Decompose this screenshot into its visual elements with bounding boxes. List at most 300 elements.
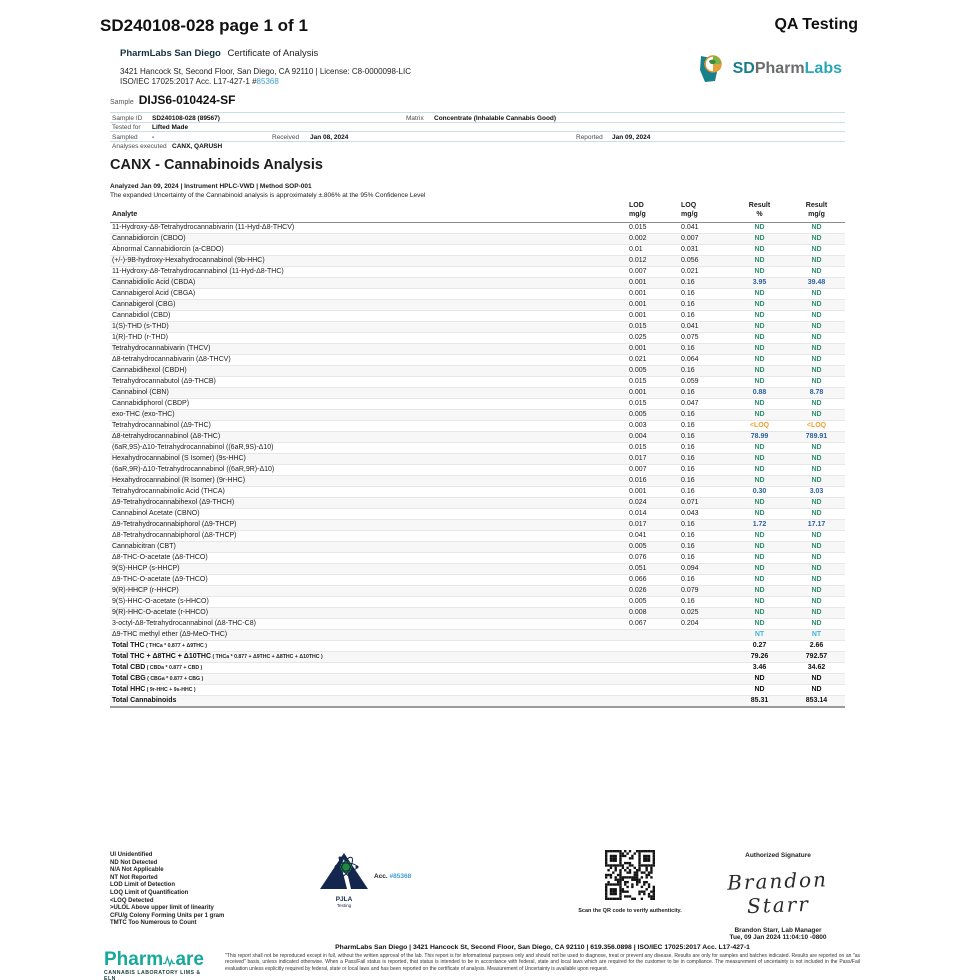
sdpharmlabs-logo xyxy=(695,52,842,86)
result-mgg-cell: 17.17 xyxy=(788,519,845,530)
result-pct-cell: ND xyxy=(731,563,788,574)
cannabinoid-results-table xyxy=(110,201,845,708)
analysis-uncertainty-line: The expanded Uncertainty of the Cannabinoid analysis is approximately ±.806% at the 95% Confidence Level xyxy=(110,191,426,199)
result-mgg-cell: ND xyxy=(788,233,845,244)
analyte-name-cell: Cannabinol Acetate (CBNO) xyxy=(110,508,627,519)
lod-cell: 0.017 xyxy=(627,453,679,464)
analyte-row xyxy=(110,420,845,431)
lod-cell: 0.051 xyxy=(627,563,679,574)
lod-cell: 0.001 xyxy=(627,299,679,310)
loq-cell: 0.064 xyxy=(679,354,731,365)
sample-info-table xyxy=(110,112,845,150)
analyte-name-cell: 9(R)-HHCP (r-HHCP) xyxy=(110,585,627,596)
result-pct-cell: ND xyxy=(731,442,788,453)
total-name-cell xyxy=(110,673,731,684)
legend-item: ND Not Detected xyxy=(110,859,158,866)
result-mgg-cell: ND xyxy=(788,321,845,332)
analyte-row xyxy=(110,365,845,376)
result-mgg-cell: 39.48 xyxy=(788,277,845,288)
lod-cell: 0.066 xyxy=(627,574,679,585)
lod-cell: 0.014 xyxy=(627,508,679,519)
total-pct-cell: 0.27 xyxy=(731,640,788,651)
lod-cell: 0.003 xyxy=(627,420,679,431)
reported-label: Reported xyxy=(576,133,603,141)
result-pct-cell: ND xyxy=(731,299,788,310)
analyte-row xyxy=(110,552,845,563)
lod-cell: 0.001 xyxy=(627,387,679,398)
result-mgg-cell: ND xyxy=(788,585,845,596)
analyte-name-cell: exo-THC (exo-THC) xyxy=(110,409,627,420)
result-mgg-cell: ND xyxy=(788,442,845,453)
reported-value: Jan 09, 2024 xyxy=(612,133,651,141)
loq-cell: 0.16 xyxy=(679,453,731,464)
total-pct-cell: 3.46 xyxy=(731,662,788,673)
legend-item: LOQ Limit of Quantification xyxy=(110,889,189,896)
total-formula: ( CBGa * 0.877 + CBG ) xyxy=(145,675,204,682)
total-formula: ( THCa * 0.877 + Δ9THC + Δ8THC + Δ10THC ) xyxy=(211,653,323,660)
analyte-row xyxy=(110,530,845,541)
iso-acc-link[interactable]: 85368 xyxy=(256,77,279,86)
analyte-name-cell: 9(S)-HHCP (s-HHCP) xyxy=(110,563,627,574)
analyte-row xyxy=(110,376,845,387)
result-pct-cell: ND xyxy=(731,552,788,563)
analyte-row xyxy=(110,574,845,585)
abbreviation-legend xyxy=(110,852,224,928)
result-mgg-cell: ND xyxy=(788,618,845,629)
result-mgg-cell: ND xyxy=(788,299,845,310)
loq-cell: 0.043 xyxy=(679,508,731,519)
loq-cell: 0.16 xyxy=(679,299,731,310)
lab-title-line xyxy=(120,48,411,59)
loq-cell: 0.16 xyxy=(679,519,731,530)
lod-cell: 0.017 xyxy=(627,519,679,530)
total-name: Total THC + Δ8THC + Δ10THC xyxy=(112,652,212,660)
result-mgg-cell: 8.78 xyxy=(788,387,845,398)
sample-id-field-value: SD240108-028 (89567) xyxy=(152,114,220,122)
pharmware-wordmark xyxy=(104,951,204,969)
result-pct-cell: 1.72 xyxy=(731,519,788,530)
result-mgg-cell: ND xyxy=(788,574,845,585)
lod-cell: 0.005 xyxy=(627,596,679,607)
analyte-name-cell: Tetrahydrocannabutol (Δ9-THCB) xyxy=(110,376,627,387)
analyte-row xyxy=(110,596,845,607)
analyte-name-cell: Tetrahydrocannabinolic Acid (THCA) xyxy=(110,486,627,497)
header-lod: LOD mg/g xyxy=(627,201,679,222)
page-title: SD240108-028 page 1 of 1 xyxy=(100,16,308,35)
total-name: Total THC xyxy=(112,641,145,649)
loq-cell: 0.16 xyxy=(679,343,731,354)
result-mgg-cell: ND xyxy=(788,332,845,343)
iso-accreditation-line xyxy=(120,77,411,86)
loq-cell: 0.041 xyxy=(679,321,731,332)
total-mgg-cell: 853.14 xyxy=(788,695,845,707)
analysis-meta-line: Analyzed Jan 09, 2024 | Instrument HPLC-VWD | Method SOP-001 xyxy=(110,183,312,190)
sample-id-field-label: Sample ID xyxy=(112,114,143,122)
total-pct-cell: 79.26 xyxy=(731,651,788,662)
header-loq: LOQ mg/g xyxy=(679,201,731,222)
header-analyte: Analyte xyxy=(110,201,627,222)
signature-date: Tue, 09 Jan 2024 11:04:10 -0800 xyxy=(729,934,827,941)
lod-cell: 0.067 xyxy=(627,618,679,629)
result-pct-cell: ND xyxy=(731,244,788,255)
result-pct-cell: ND xyxy=(731,288,788,299)
loq-cell: 0.16 xyxy=(679,420,731,431)
lod-cell: 0.015 xyxy=(627,442,679,453)
legend-item: TMTC Too Numerous to Count xyxy=(110,920,197,927)
sample-id-row xyxy=(110,93,235,107)
pjla-acc-number: Acc. #85368 xyxy=(374,873,412,880)
sampled-label: Sampled xyxy=(112,133,138,141)
analyte-row xyxy=(110,288,845,299)
total-row xyxy=(110,684,845,695)
analyte-name-cell: Δ8-tetrahydrocannabinol (Δ8-THC) xyxy=(110,431,627,442)
analyte-name-cell: (6aR,9R)-Δ10-Tetrahydrocannabinol ((6aR,9R)-Δ10) xyxy=(110,464,627,475)
result-pct-cell: ND xyxy=(731,475,788,486)
analyte-row xyxy=(110,255,845,266)
total-formula: ( CBDa * 0.877 + CBD ) xyxy=(145,664,203,671)
loq-cell: 0.16 xyxy=(679,442,731,453)
analyte-name-cell: (6aR,9S)-Δ10-Tetrahydrocannabinol ((6aR,9S)-Δ10) xyxy=(110,442,627,453)
analyte-row xyxy=(110,321,845,332)
pharmware-part2: are xyxy=(175,949,204,970)
result-mgg-cell: ND xyxy=(788,508,845,519)
result-pct-cell: ND xyxy=(731,530,788,541)
total-formula: ( 9r-HHC + 9s-HHC ) xyxy=(145,686,196,693)
loq-cell: 0.16 xyxy=(679,387,731,398)
loq-cell: 0.16 xyxy=(679,277,731,288)
authorized-signature-label: Authorized Signature xyxy=(745,852,811,859)
lod-cell: 0.001 xyxy=(627,277,679,288)
loq-cell: 0.16 xyxy=(679,574,731,585)
result-pct-cell: ND xyxy=(731,497,788,508)
received-label: Received xyxy=(272,133,300,141)
lod-cell: 0.008 xyxy=(627,607,679,618)
result-pct-cell: ND xyxy=(731,596,788,607)
lod-cell: 0.001 xyxy=(627,486,679,497)
result-mgg-cell: ND xyxy=(788,354,845,365)
analyte-row xyxy=(110,398,845,409)
lod-cell: 0.001 xyxy=(627,288,679,299)
result-mgg-cell: ND xyxy=(788,552,845,563)
lod-cell: 0.015 xyxy=(627,398,679,409)
analyte-row xyxy=(110,464,845,475)
lod-cell: 0.001 xyxy=(627,310,679,321)
analyte-name-cell: Cannabidiorcin (CBDO) xyxy=(110,233,627,244)
lod-cell: 0.007 xyxy=(627,266,679,277)
lod-cell: 0.041 xyxy=(627,530,679,541)
analyte-name-cell: Cannabidiol (CBD) xyxy=(110,310,627,321)
footer-center xyxy=(225,944,860,972)
analyte-row xyxy=(110,486,845,497)
sample-label: Sample xyxy=(110,99,134,106)
iso-prefix: ISO/IEC 17025:2017 Acc. L17-427-1 # xyxy=(120,77,257,86)
analyte-name-cell: Δ9-THC methyl ether (Δ9-MeO-THC) xyxy=(110,629,627,640)
signer-name-title: Brandon Starr, Lab Manager xyxy=(734,927,822,934)
result-pct-cell: ND xyxy=(731,453,788,464)
analyte-name-cell: Δ8-tetrahydrocannabivarin (Δ8-THCV) xyxy=(110,354,627,365)
analyte-row xyxy=(110,222,845,233)
lod-cell: 0.005 xyxy=(627,409,679,420)
analysis-section-title: CANX - Cannabinoids Analysis xyxy=(110,157,323,173)
result-pct-cell: ND xyxy=(731,365,788,376)
result-pct-cell: 3.95 xyxy=(731,277,788,288)
lod-cell: 0.015 xyxy=(627,321,679,332)
result-pct-cell: ND xyxy=(731,398,788,409)
lod-cell: 0.025 xyxy=(627,332,679,343)
total-name-cell xyxy=(110,684,731,695)
analyte-name-cell: Abnormal Cannabidiorcin (a-CBDO) xyxy=(110,244,627,255)
total-name-cell xyxy=(110,695,731,707)
result-pct-cell: ND xyxy=(731,541,788,552)
result-pct-cell: ND xyxy=(731,464,788,475)
result-pct-cell: ND xyxy=(731,585,788,596)
analyte-name-cell: Cannabigerol (CBG) xyxy=(110,299,627,310)
analyte-row xyxy=(110,629,845,640)
result-pct-cell: ND xyxy=(731,233,788,244)
total-mgg-cell: ND xyxy=(788,673,845,684)
result-mgg-cell: ND xyxy=(788,475,845,486)
result-pct-cell: ND xyxy=(731,255,788,266)
analyte-row xyxy=(110,409,845,420)
footer-contact-line: PharmLabs San Diego | 3421 Hancock St, Second Floor, San Diego, CA 92110 | 619.356.0898 | ISO/IEC 17025:2017 Acc. L17-427-1 xyxy=(335,944,750,951)
total-pct-cell: ND xyxy=(731,673,788,684)
info-row-1 xyxy=(110,112,845,122)
loq-cell: 0.16 xyxy=(679,288,731,299)
analyte-name-cell: 9(R)-HHC-O-acetate (r-HHCO) xyxy=(110,607,627,618)
lod-cell: 0.026 xyxy=(627,585,679,596)
result-pct-cell: ND xyxy=(731,310,788,321)
analyte-name-cell: 11-Hydroxy-Δ8-Tetrahydrocannabinol (11-Hyd-Δ8-THC) xyxy=(110,266,627,277)
analyte-name-cell: Hexahydrocannabinol (R Isomer) (9r-HHC) xyxy=(110,475,627,486)
loq-cell: 0.079 xyxy=(679,585,731,596)
lod-cell: 0.007 xyxy=(627,464,679,475)
result-pct-cell: ND xyxy=(731,409,788,420)
qr-code xyxy=(605,850,655,900)
analyte-name-cell: Cannabinol (CBN) xyxy=(110,387,627,398)
analyte-name-cell: 9(S)-HHC-O-acetate (s-HHCO) xyxy=(110,596,627,607)
result-mgg-cell: ND xyxy=(788,255,845,266)
legend-item: UI Unidentified xyxy=(110,852,153,858)
legend-item: LOD Limit of Detection xyxy=(110,882,175,889)
result-mgg-cell: ND xyxy=(788,409,845,420)
loq-cell: 0.047 xyxy=(679,398,731,409)
result-mgg-cell: 3.03 xyxy=(788,486,845,497)
analyte-row xyxy=(110,343,845,354)
result-mgg-cell: ND xyxy=(788,288,845,299)
info-row-4 xyxy=(110,141,845,151)
loq-cell: 0.031 xyxy=(679,244,731,255)
matrix-value: Concentrate (Inhalable Cannabis Good) xyxy=(434,114,557,122)
lod-cell: 0.076 xyxy=(627,552,679,563)
analyte-name-cell: 1(S)-THD (s-THD) xyxy=(110,321,627,332)
total-pct-cell: 85.31 xyxy=(731,695,788,707)
lod-cell: 0.001 xyxy=(627,343,679,354)
analyte-row xyxy=(110,453,845,464)
loq-cell: 0.007 xyxy=(679,233,731,244)
total-formula: ( THCa * 0.877 + Δ9THC ) xyxy=(144,642,207,649)
analyte-name-cell: Δ9-Tetrahydrocannabihexol (Δ9-THCH) xyxy=(110,497,627,508)
pharmware-part1: Pharm xyxy=(104,949,164,970)
lab-address: 3421 Hancock St, Second Floor, San Diego, CA 92110 | License: C8-0000098-LIC xyxy=(120,67,411,76)
lod-cell: 0.021 xyxy=(627,354,679,365)
total-mgg-cell: 34.62 xyxy=(788,662,845,673)
result-mgg-cell: ND xyxy=(788,453,845,464)
loq-cell: 0.16 xyxy=(679,552,731,563)
loq-cell: 0.025 xyxy=(679,607,731,618)
pharmware-logo xyxy=(104,951,204,980)
brand-sd: SD xyxy=(732,60,755,77)
analyte-row xyxy=(110,354,845,365)
loq-cell: 0.16 xyxy=(679,464,731,475)
result-pct-cell: 78.99 xyxy=(731,431,788,442)
loq-cell: 0.16 xyxy=(679,541,731,552)
lod-cell: 0.01 xyxy=(627,244,679,255)
loq-cell: 0.021 xyxy=(679,266,731,277)
received-value: Jan 08, 2024 xyxy=(310,133,349,141)
total-row xyxy=(110,673,845,684)
sampled-value: - xyxy=(152,133,155,141)
matrix-label: Matrix xyxy=(406,114,424,122)
analyte-name-cell: Tetrahydrocannabivarin (THCV) xyxy=(110,343,627,354)
total-name-cell xyxy=(110,640,731,651)
result-mgg-cell: ND xyxy=(788,563,845,574)
total-row xyxy=(110,651,845,662)
total-mgg-cell: 2.66 xyxy=(788,640,845,651)
result-pct-cell: ND xyxy=(731,574,788,585)
loq-cell: 0.16 xyxy=(679,596,731,607)
result-mgg-cell: ND xyxy=(788,398,845,409)
result-mgg-cell: <LOQ xyxy=(788,420,845,431)
lod-cell: 0.016 xyxy=(627,475,679,486)
total-pct-cell: ND xyxy=(731,684,788,695)
pharmware-tagline: CANNABIS LABORATORY LIMS & ELN xyxy=(104,970,201,980)
lod-cell: 0.002 xyxy=(627,233,679,244)
result-pct-cell: ND xyxy=(731,508,788,519)
total-row xyxy=(110,662,845,673)
legend-item: N/A Not Applicable xyxy=(110,867,164,874)
loq-cell: 0.16 xyxy=(679,409,731,420)
analyte-row xyxy=(110,332,845,343)
analyte-name-cell: 3-octyl-Δ8-Tetrahydrocannabinol (Δ8-THC-C8) xyxy=(110,618,627,629)
header-result-pct: Result % xyxy=(731,201,788,222)
pjla-logo-icon xyxy=(318,851,370,891)
result-pct-cell: ND xyxy=(731,618,788,629)
result-mgg-cell: ND xyxy=(788,607,845,618)
info-row-3 xyxy=(110,131,845,141)
result-mgg-cell: 789.91 xyxy=(788,431,845,442)
result-mgg-cell: ND xyxy=(788,266,845,277)
result-pct-cell: ND xyxy=(731,376,788,387)
total-row xyxy=(110,695,845,707)
analyte-row xyxy=(110,618,845,629)
footer-disclaimer: "This report shall not be reproduced except in full, without the written approval of the lab. This report is for informational purposes only and should not be used to diagnose, treat or prevent any disease. Results are only for samples and batches indicated. Results are reported on an "as received" basis, unless indicated otherwise. When a Pass/Fail status is reported, that status is intended to be in accordance with federal, state and local laws which are required for the customer to be in compliance. The measurement of uncertainty is not included in the Pass/Fail evaluation unless explicitly required by federal, state or local laws and has been reported on the certificate of analysis. Measurement of Uncertainty is available upon request. xyxy=(225,953,860,972)
sample-id: DIJS6-010424-SF xyxy=(138,93,236,107)
result-mgg-cell: ND xyxy=(788,497,845,508)
loq-cell: 0.041 xyxy=(679,222,731,233)
loq-cell: 0.204 xyxy=(679,618,731,629)
analyte-name-cell: Cannabicitran (CBT) xyxy=(110,541,627,552)
sdpharmlabs-logo-icon xyxy=(695,52,729,86)
result-mgg-cell: NT xyxy=(788,629,845,640)
result-mgg-cell: ND xyxy=(788,541,845,552)
result-mgg-cell: ND xyxy=(788,530,845,541)
loq-cell: 0.16 xyxy=(679,310,731,321)
result-pct-cell: 0.30 xyxy=(731,486,788,497)
result-pct-cell: <LOQ xyxy=(731,420,788,431)
loq-cell: 0.059 xyxy=(679,376,731,387)
table-header-row xyxy=(110,201,845,222)
analyte-name-cell: (+/-)-9B-hydroxy-Hexahydrocannabinol (9b-HHC) xyxy=(110,255,627,266)
total-name-cell xyxy=(110,651,731,662)
analyte-name-cell: Cannabidiphorol (CBDP) xyxy=(110,398,627,409)
result-mgg-cell: ND xyxy=(788,596,845,607)
doc-type-label: Certificate of Analysis xyxy=(227,48,319,59)
analyte-row xyxy=(110,541,845,552)
result-mgg-cell: ND xyxy=(788,365,845,376)
loq-cell: 0.075 xyxy=(679,332,731,343)
total-row xyxy=(110,640,845,651)
result-mgg-cell: ND xyxy=(788,310,845,321)
qr-caption: Scan the QR code to verify authenticity. xyxy=(578,908,682,914)
analyte-row xyxy=(110,585,845,596)
lod-cell xyxy=(627,629,679,640)
analyte-row xyxy=(110,475,845,486)
qa-testing-label: QA Testing xyxy=(774,16,858,33)
brand-pharm: Pharm xyxy=(754,60,805,77)
loq-cell: 0.071 xyxy=(679,497,731,508)
analyte-row xyxy=(110,310,845,321)
analyte-name-cell: Hexahydrocannabinol (S Isomer) (9s-HHC) xyxy=(110,453,627,464)
heartbeat-icon xyxy=(163,953,175,969)
analyte-row xyxy=(110,442,845,453)
analyte-name-cell: Cannabigerol Acid (CBGA) xyxy=(110,288,627,299)
tested-for-label: Tested for xyxy=(112,124,141,131)
analyte-row xyxy=(110,431,845,442)
total-name: Total HHC xyxy=(112,685,146,693)
lod-cell: 0.012 xyxy=(627,255,679,266)
legend-item: NT Not Reported xyxy=(110,874,158,881)
analyte-name-cell: 11-Hydroxy-Δ8-Tetrahydrocannabivarin (11-Hyd-Δ8-THCV) xyxy=(110,222,627,233)
analyte-name-cell: Δ8-Tetrahydrocannabiphorol (Δ8-THCP) xyxy=(110,530,627,541)
total-name: Total CBG xyxy=(112,674,146,682)
analyte-row xyxy=(110,387,845,398)
loq-cell: 0.094 xyxy=(679,563,731,574)
total-name: Total Cannabinoids xyxy=(112,696,177,704)
pjla-sub: Testing xyxy=(336,903,352,908)
pjla-accreditation-block xyxy=(318,851,448,908)
info-row-2 xyxy=(110,122,845,132)
analyte-row xyxy=(110,277,845,288)
legend-item: <LOQ Detected xyxy=(110,897,154,904)
legend-item: >ULOL Above upper limit of linearity xyxy=(110,905,214,912)
total-name: Total CBD xyxy=(112,663,146,671)
signature-block xyxy=(693,852,863,941)
analyte-name-cell: 1(R)-THD (r-THD) xyxy=(110,332,627,343)
qr-block xyxy=(578,850,682,914)
analyte-row xyxy=(110,244,845,255)
pjla-acc-link[interactable]: #85368 xyxy=(389,873,412,880)
lab-identity-block xyxy=(120,48,411,86)
analyte-name-cell: Tetrahydrocannabinol (Δ9-THC) xyxy=(110,420,627,431)
result-mgg-cell: ND xyxy=(788,376,845,387)
brand-labs: Labs xyxy=(804,60,842,77)
analyte-name-cell: Cannabidihexol (CBDH) xyxy=(110,365,627,376)
result-pct-cell: ND xyxy=(731,354,788,365)
loq-cell xyxy=(679,629,731,640)
result-pct-cell: ND xyxy=(731,266,788,277)
analyte-row xyxy=(110,508,845,519)
analyte-row xyxy=(110,563,845,574)
